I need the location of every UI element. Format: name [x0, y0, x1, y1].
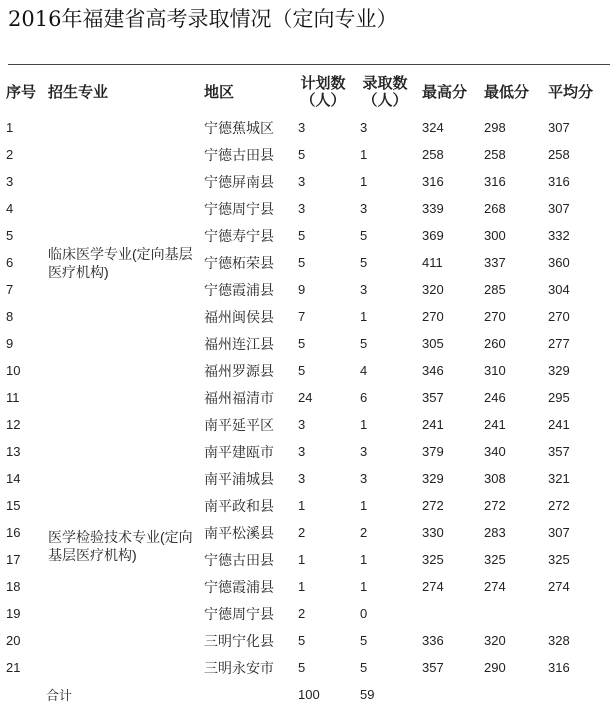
row-index: 6	[6, 255, 14, 270]
title-divider	[8, 64, 610, 65]
cell-region: 三明永安市	[204, 660, 274, 677]
cell-admit: 1	[360, 498, 368, 513]
cell-min: 308	[484, 471, 506, 486]
cell-admit: 3	[360, 471, 368, 486]
cell-admit: 1	[360, 174, 368, 189]
row-index: 3	[6, 174, 14, 189]
cell-avg: 304	[548, 282, 570, 297]
cell-plan: 5	[298, 363, 306, 378]
col-admit-header	[354, 70, 416, 114]
col-major-header: 招生专业	[48, 82, 109, 101]
cell-max: 305	[422, 336, 444, 351]
cell-avg: 307	[548, 525, 570, 540]
total-row	[0, 681, 612, 708]
row-index: 5	[6, 228, 14, 243]
cell-region: 福州闽侯县	[204, 309, 274, 326]
cell-max: 274	[422, 579, 444, 594]
cell-plan: 2	[298, 525, 306, 540]
row-index: 1	[6, 120, 14, 135]
cell-admit: 5	[360, 660, 368, 675]
row-index: 15	[6, 498, 21, 513]
cell-max: 411	[422, 255, 443, 270]
page-title: 2016年福建省高考录取情况（定向专业）	[8, 7, 398, 31]
cell-min	[478, 600, 542, 627]
cell-region: 南平延平区	[204, 417, 274, 434]
cell-admit: 1	[360, 417, 368, 432]
cell-avg: 328	[548, 633, 570, 648]
row-index: 13	[6, 444, 21, 459]
row-index: 2	[6, 147, 14, 162]
cell-avg: 295	[548, 390, 570, 405]
cell-region: 福州罗源县	[204, 363, 274, 380]
cell-max: 330	[422, 525, 444, 540]
cell-admit: 1	[360, 147, 368, 162]
total-admit: 59	[360, 687, 375, 702]
col-max-header: 最高分	[422, 82, 468, 101]
cell-plan: 5	[298, 255, 306, 270]
cell-plan: 3	[298, 174, 306, 189]
cell-region: 福州连江县	[204, 336, 274, 353]
cell-max: 258	[422, 147, 444, 162]
cell-avg: 332	[548, 228, 570, 243]
table-body	[0, 114, 612, 708]
cell-admit: 3	[360, 120, 368, 135]
cell-region: 三明宁化县	[204, 633, 274, 650]
cell-plan: 9	[298, 282, 306, 297]
cell-min: 310	[484, 363, 506, 378]
cell-max: 325	[422, 552, 444, 567]
cell-min: 268	[484, 201, 506, 216]
row-index: 7	[6, 282, 14, 297]
cell-admit: 5	[360, 255, 368, 270]
cell-plan: 1	[298, 498, 306, 513]
col-plan-header-line1: 计划数	[300, 74, 346, 92]
cell-region: 宁德寿宁县	[204, 228, 274, 245]
col-index-header: 序号	[6, 82, 37, 101]
row-index: 12	[6, 417, 21, 432]
cell-min: 270	[484, 309, 506, 324]
cell-avg: 329	[548, 363, 570, 378]
col-plan-header-line2: （人）	[300, 91, 346, 109]
cell-avg	[542, 600, 612, 627]
cell-avg: 277	[548, 336, 570, 351]
cell-admit: 1	[360, 579, 368, 594]
row-index: 8	[6, 309, 14, 324]
cell-avg: 241	[548, 417, 570, 432]
cell-max: 316	[422, 174, 444, 189]
cell-region: 宁德古田县	[204, 552, 274, 569]
cell-max: 379	[422, 444, 444, 459]
cell-max: 336	[422, 633, 444, 648]
cell-region: 宁德古田县	[204, 147, 274, 164]
row-index: 16	[6, 525, 21, 540]
major-name: 临床医学专业(定向基层医疗机构)	[48, 245, 193, 280]
cell-min: 290	[484, 660, 506, 675]
cell-min: 337	[484, 255, 506, 270]
cell-avg: 321	[548, 471, 570, 486]
cell-plan: 3	[298, 471, 306, 486]
cell-region: 南平政和县	[204, 498, 274, 515]
cell-max: 329	[422, 471, 444, 486]
cell-admit: 1	[360, 309, 368, 324]
table-row	[0, 411, 612, 438]
cell-plan: 5	[298, 633, 306, 648]
cell-admit: 4	[360, 363, 368, 378]
cell-admit: 1	[360, 552, 368, 567]
cell-min: 283	[484, 525, 506, 540]
cell-max: 357	[422, 390, 444, 405]
cell-admit: 5	[360, 228, 368, 243]
cell-max	[416, 600, 478, 627]
cell-avg: 325	[548, 552, 570, 567]
row-index: 14	[6, 471, 21, 486]
cell-plan: 1	[298, 579, 306, 594]
cell-region: 南平松溪县	[204, 525, 274, 542]
cell-avg: 258	[548, 147, 570, 162]
cell-admit: 5	[360, 633, 368, 648]
cell-min: 285	[484, 282, 506, 297]
cell-region: 宁德周宁县	[204, 201, 274, 218]
total-empty-cell	[478, 681, 542, 708]
row-index: 21	[6, 660, 21, 675]
col-admit-header-line2: （人）	[362, 91, 408, 109]
total-plan: 100	[298, 687, 320, 702]
row-index: 20	[6, 633, 21, 648]
cell-plan: 5	[298, 147, 306, 162]
cell-avg: 316	[548, 660, 570, 675]
cell-plan: 3	[298, 201, 306, 216]
total-empty-cell	[416, 681, 478, 708]
col-avg-header: 平均分	[548, 82, 594, 101]
cell-admit: 3	[360, 444, 368, 459]
cell-region: 宁德柘荣县	[204, 255, 274, 272]
cell-region: 宁德蕉城区	[204, 120, 274, 137]
cell-avg: 272	[548, 498, 570, 513]
cell-plan: 3	[298, 444, 306, 459]
major-name: 医学检验技术专业(定向基层医疗机构)	[48, 529, 193, 563]
cell-min: 298	[484, 120, 506, 135]
cell-plan: 5	[298, 660, 306, 675]
cell-avg: 357	[548, 444, 570, 459]
cell-plan: 24	[298, 390, 313, 405]
row-index: 4	[6, 201, 14, 216]
cell-max: 241	[422, 417, 444, 432]
cell-plan: 1	[298, 552, 306, 567]
row-index: 11	[6, 390, 20, 405]
cell-max: 324	[422, 120, 444, 135]
cell-min: 274	[484, 579, 506, 594]
cell-admit: 2	[360, 525, 368, 540]
cell-max: 357	[422, 660, 444, 675]
cell-region: 宁德屏南县	[204, 174, 274, 191]
cell-avg: 274	[548, 579, 570, 594]
col-min-header: 最低分	[484, 82, 530, 101]
cell-max: 272	[422, 498, 444, 513]
cell-min: 246	[484, 390, 506, 405]
col-plan-header	[292, 70, 354, 114]
cell-admit: 6	[360, 390, 368, 405]
cell-region: 福州福清市	[204, 390, 274, 407]
cell-min: 325	[484, 552, 506, 567]
cell-min: 260	[484, 336, 506, 351]
cell-plan: 5	[298, 228, 306, 243]
cell-plan: 3	[298, 120, 306, 135]
cell-plan: 2	[298, 606, 306, 621]
cell-admit: 3	[360, 282, 368, 297]
cell-plan: 5	[298, 336, 306, 351]
col-admit-header-line1: 录取数	[362, 74, 408, 92]
row-index: 17	[6, 552, 21, 567]
cell-min: 272	[484, 498, 506, 513]
row-index: 9	[6, 336, 14, 351]
cell-region: 宁德霞浦县	[204, 579, 274, 596]
cell-plan: 7	[298, 309, 306, 324]
cell-avg: 316	[548, 174, 570, 189]
total-label: 合计	[46, 689, 73, 704]
row-index: 19	[6, 606, 21, 621]
cell-max: 346	[422, 363, 444, 378]
col-region-header: 地区	[204, 82, 235, 101]
cell-min: 340	[484, 444, 506, 459]
cell-avg: 307	[548, 201, 570, 216]
cell-avg: 360	[548, 255, 570, 270]
cell-min: 320	[484, 633, 506, 648]
row-index: 18	[6, 579, 21, 594]
cell-max: 270	[422, 309, 444, 324]
cell-region: 南平建瓯市	[204, 444, 274, 461]
cell-admit: 5	[360, 336, 368, 351]
total-empty-cell	[542, 681, 612, 708]
cell-region: 宁德周宁县	[204, 606, 274, 623]
cell-max: 320	[422, 282, 444, 297]
cell-region: 宁德霞浦县	[204, 282, 274, 299]
row-index: 10	[6, 363, 21, 378]
cell-max: 339	[422, 201, 444, 216]
cell-admit: 0	[360, 606, 368, 621]
table-row	[0, 114, 612, 141]
header-row	[0, 70, 612, 114]
cell-min: 241	[484, 417, 506, 432]
cell-avg: 307	[548, 120, 570, 135]
cell-min: 258	[484, 147, 506, 162]
cell-plan: 3	[298, 417, 306, 432]
cell-min: 316	[484, 174, 506, 189]
admission-table	[0, 70, 612, 708]
cell-min: 300	[484, 228, 506, 243]
cell-max: 369	[422, 228, 444, 243]
cell-admit: 3	[360, 201, 368, 216]
cell-region: 南平浦城县	[204, 471, 274, 488]
cell-avg: 270	[548, 309, 570, 324]
